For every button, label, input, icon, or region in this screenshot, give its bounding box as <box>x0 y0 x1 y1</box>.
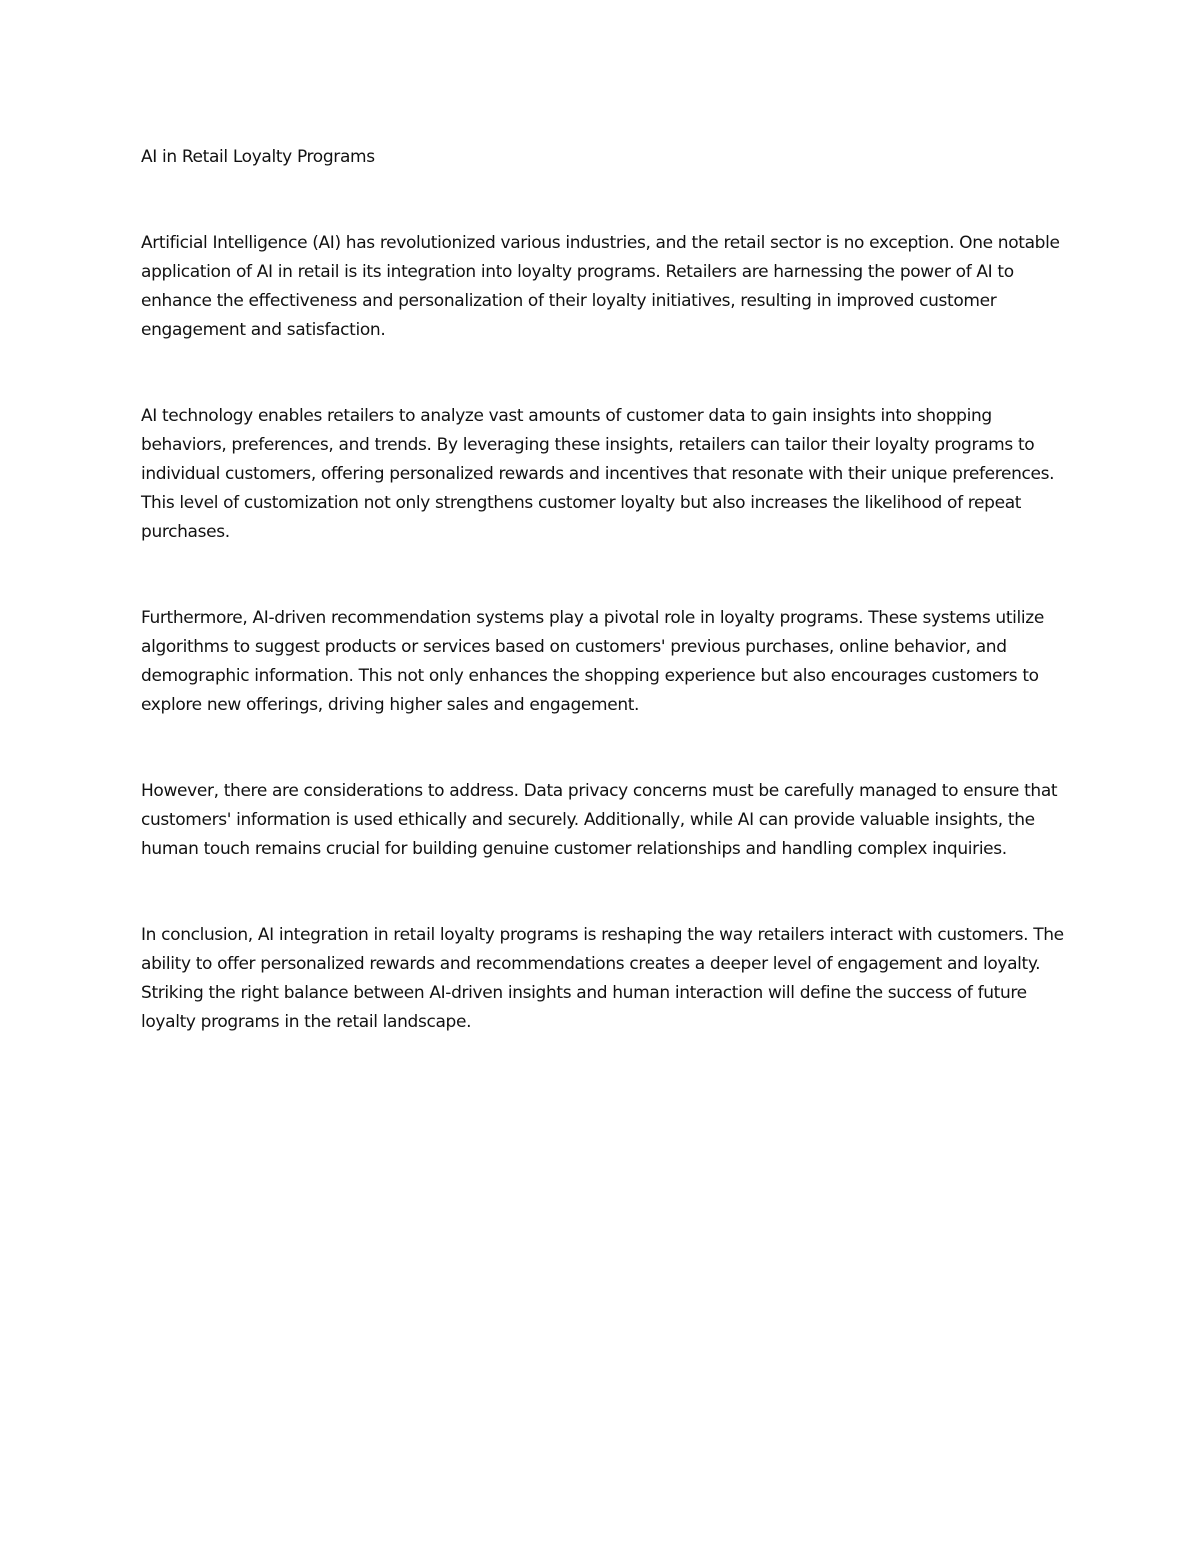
paragraph-introduction: Artificial Intelligence (AI) has revolutionized various industries, and the retail sector is no exception. One notable application of AI in retail is its integration into loyalty programs. Retailers are harnessing the power of AI to enhance the effectiveness and personalization of their loyalty initiatives, resulting in improved customer engagement and satisfaction. <box>141 233 1060 340</box>
paragraph-data-insights: AI technology enables retailers to analyze vast amounts of customer data to gain insights into shopping behaviors, preferences, and trends. By leveraging these insights, retailers can tailor their loyalty programs to individual customers, offering personalized rewards and incentives that resonate with their unique preferences. This level of customization not only strengthens customer loyalty but also increases the likelihood of repeat purchases. <box>141 406 1055 542</box>
document-body <box>141 143 1066 1037</box>
document-title: AI in Retail Loyalty Programs <box>141 147 375 167</box>
paragraph-conclusion: In conclusion, AI integration in retail loyalty programs is reshaping the way retailers interact with customers. The ability to offer personalized rewards and recommendations creates a deeper level of engagement and loyalty. Striking the right balance between AI-driven insights and human interaction will define the success of future loyalty programs in the retail landscape. <box>141 925 1064 1032</box>
paragraph-considerations: However, there are considerations to address. Data privacy concerns must be carefully managed to ensure that customers' information is used ethically and securely. Additionally, while AI can provide valuable insights, the human touch remains crucial for building genuine customer relationships and handling complex inquiries. <box>141 781 1058 859</box>
paragraph-recommendation-systems: Furthermore, AI-driven recommendation systems play a pivotal role in loyalty programs. These systems utilize algorithms to suggest products or services based on customers' previous purchases, online behavior, and demographic information. This not only enhances the shopping experience but also encourages customers to explore new offerings, driving higher sales and engagement. <box>141 608 1044 715</box>
